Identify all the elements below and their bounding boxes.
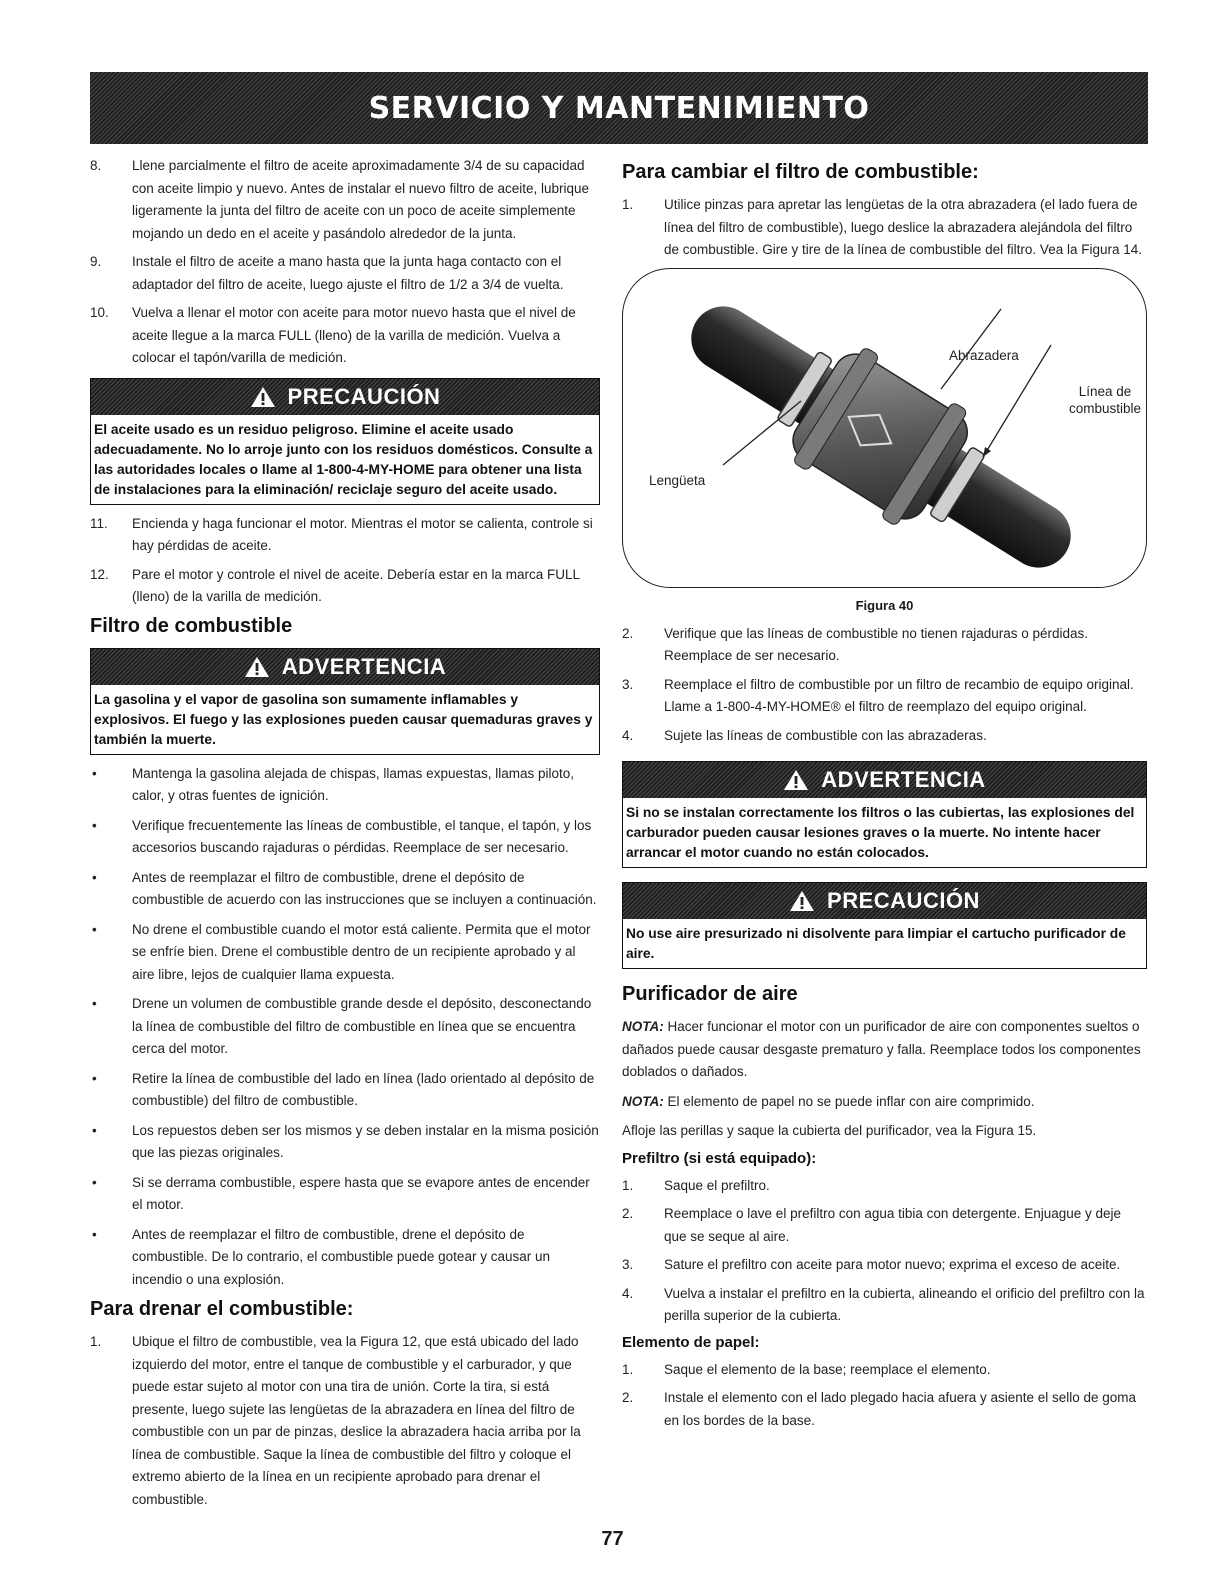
list-item: 1. Ubique el filtro de combustible, vea la Figura 12, que está ubicado del lado izquierdo del motor, entre el tanque de combustible y el carburador, y que puede estar sujeto al motor con una tira de unión. Corte la tira, si está presente, luego sujete las lengüetas de la abrazadera en línea del filtro de combustible con un par de pinzas, deslice la abrazadera hacia arriba por la línea de combustible. Saque la línea de combustible del filtro y coloque el extremo abierto de la línea en un recipiente aprobado para drenar el combustible. — [90, 1334, 581, 1507]
bullet-item: • No drene el combustible cuando el motor está caliente. Permita que el motor se enfríe bien. Drene el combustible dentro de un recipiente aprobado y al aire libre, lejos de cualquier llama expuesta. — [92, 921, 591, 982]
bullet-item: • Verifique frecuentemente las líneas de combustible, el tanque, el tapón, y los accesorios buscando rajaduras o pérdidas. Reemplace de ser necesario. — [92, 817, 592, 855]
paper-element-heading: Elemento de papel: — [622, 1333, 760, 1351]
warning-box — [622, 761, 1147, 868]
bullet-item: • Mantenga la gasolina alejada de chispas, llamas expuestas, llamas piloto, calor, y otras fuentes de ignición. — [92, 765, 575, 803]
list-item: 9. Instale el filtro de aceite a mano hasta que la junta haga contacto con el adaptador del filtro de aceite, luego ajuste el filtro de 1/2 a 3/4 de vuelta. — [90, 254, 564, 292]
note-paragraph: NOTA: Hacer funcionar el motor con un purificador de aire con componentes sueltos o dañados puede causar desgaste prematuro y falla. Reemplace todos los componentes doblados o dañados. — [622, 1019, 1141, 1079]
caution-box — [622, 882, 1147, 969]
right-column — [622, 155, 1147, 1438]
warning-title: ADVERTENCIA — [821, 767, 986, 792]
list-item: 3. Reemplace el filtro de combustible por un filtro de recambio de equipo original. Llame a 1-800-4-MY-HOME® el filtro de reemplazo del equipo original. — [622, 676, 1134, 714]
clamp-label: Abrazadera — [949, 347, 1019, 363]
caution-header — [623, 883, 1146, 919]
warning-title: ADVERTENCIA — [281, 653, 447, 679]
bullet-item: • Drene un volumen de combustible grande desde el depósito, desconectando la línea de combustible del filtro de combustible en línea que se encuentra cerca del motor. — [92, 996, 592, 1056]
bullet-item: • Retire la línea de combustible del lado en línea (lado orientado al depósito de combustible) del filtro de combustible. — [92, 1070, 595, 1108]
fuel-filter-figure — [622, 268, 1147, 588]
list-item: 1. Saque el prefiltro. — [622, 1177, 770, 1193]
air-cleaner-heading: Purificador de aire — [622, 983, 798, 1005]
fuel-line-label: Línea de combustible — [1069, 383, 1142, 416]
list-item: 10. Vuelva a llenar el motor con aceite para motor nuevo hasta que el nivel de aceite llegue a la marca FULL (lleno) de la varilla de medición. Vuelva a colocar el tapón/varilla de medición. — [90, 305, 576, 365]
air-intro-text: Afloje las perillas y saque la cubierta del purificador, vea la Figura 15. — [622, 1123, 1037, 1138]
prefilter-heading: Prefiltro (si está equipado): — [622, 1149, 817, 1167]
caution-text: No use aire presurizado ni disolvente para limpiar el cartucho purificador de aire. — [626, 926, 1126, 961]
change-filter-heading: Para cambiar el filtro de combustible: — [622, 161, 979, 183]
caution-header — [91, 379, 599, 415]
warning-box — [90, 648, 600, 755]
tab-label: Lengüeta — [649, 472, 706, 488]
list-item: 4. Vuelva a instalar el prefiltro en la cubierta, alineando el orificio del prefiltro con la perilla superior de la cubierta. — [622, 1285, 1145, 1323]
list-item: 11. Encienda y haga funcionar el motor. Mientras el motor se calienta, controle si hay pérdidas de aceite. — [90, 515, 593, 553]
figure-caption: Figura 40 — [855, 597, 914, 613]
bullet-item: • Si se derrama combustible, espere hasta que se evapore antes de encender el motor. — [92, 1174, 590, 1212]
warning-text: Si no se instalan correctamente los filtros o las cubiertas, las explosiones del carburador pueden causar lesiones graves o la muerte. No intente hacer arrancar el motor cuando no están colocados. — [626, 805, 1135, 860]
section-title: SERVICIO Y MANTENIMIENTO — [368, 90, 870, 126]
list-item: 3. Sature el prefiltro con aceite para motor nuevo; exprima el exceso de aceite. — [622, 1257, 1121, 1272]
caution-title: PRECAUCIÓN — [827, 888, 980, 913]
warning-triangle-icon — [789, 889, 815, 913]
warning-header — [623, 762, 1146, 798]
caution-text: El aceite usado es un residuo peligroso. Elimine el aceite usado adecuadamente. No lo arroje junto con los residuos domésticos. Consulte a las autoridades locales o llame al 1-800-4-MY-HOME para obtener una lista de instalaciones para la eliminación/ reciclaje seguro del aceite usado. — [94, 421, 593, 497]
list-item: 1. Saque el elemento de la base; reemplace el elemento. — [622, 1361, 991, 1377]
caution-box — [90, 378, 600, 505]
fuel-filter-illustration — [623, 269, 1147, 587]
list-item: 12. Pare el motor y controle el nivel de aceite. Debería estar en la marca FULL (lleno) de la varilla de medición. — [90, 566, 580, 604]
list-item: 2. Reemplace o lave el prefiltro con agua tibia con detergente. Enjuague y deje que se seque al aire. — [622, 1206, 1122, 1244]
page-number: 77 — [601, 1528, 624, 1550]
list-item: 4. Sujete las líneas de combustible con las abrazaderas. — [622, 727, 987, 743]
bullet-item: • Los repuestos deben ser los mismos y se deben instalar en la misma posición que las piezas originales. — [92, 1122, 599, 1160]
warning-triangle-icon — [244, 655, 270, 679]
warning-triangle-icon — [783, 768, 809, 792]
list-item: 1. Utilice pinzas para apretar las lengüetas de la otra abrazadera (el lado fuera de línea del filtro de combustible), luego deslice la abrazadera alejándola del filtro de combustible. Gire y tire de la línea de combustible del filtro. Vea la Figura 14. — [622, 197, 1143, 257]
left-column — [90, 155, 600, 1517]
list-item: 2. Instale el elemento con el lado plegado hacia afuera y asiente el sello de goma en los bordes de la base. — [622, 1390, 1137, 1428]
fuel-filter-heading: Filtro de combustible — [90, 614, 293, 637]
note-paragraph: NOTA: El elemento de papel no se puede inflar con aire comprimido. — [622, 1093, 1035, 1109]
bullet-item: • Antes de reemplazar el filtro de combustible, drene el depósito de combustible de acuerdo con las instrucciones que se incluyen a continuación. — [92, 869, 597, 907]
drain-heading: Para drenar el combustible: — [90, 1298, 354, 1320]
list-item: 2. Verifique que las líneas de combustible no tienen rajaduras o pérdidas. Reemplace de ser necesario. — [622, 625, 1089, 663]
bullet-item: • Antes de reemplazar el filtro de combustible, drene el depósito de combustible. De lo contrario, el combustible puede gotear y causar un incendio o una explosión. — [92, 1226, 550, 1287]
caution-title: PRECAUCIÓN — [287, 383, 441, 409]
warning-header — [91, 649, 599, 685]
section-banner — [90, 72, 1148, 144]
warning-text: La gasolina y el vapor de gasolina son sumamente inflamables y explosivos. El fuego y las explosiones pueden causar quemaduras graves y también la muerte. — [94, 691, 593, 747]
list-item: 8. Llene parcialmente el filtro de aceite aproximadamente 3/4 de su capacidad con aceite limpio y nuevo. Antes de instalar el nuevo filtro de aceite, lubrique ligeramente la junta del filtro de aceite con un poco de aceite simplemente mojando un dedo en el aceite y pasándolo alrededor de la junta. — [90, 158, 590, 241]
warning-triangle-icon — [250, 385, 276, 409]
